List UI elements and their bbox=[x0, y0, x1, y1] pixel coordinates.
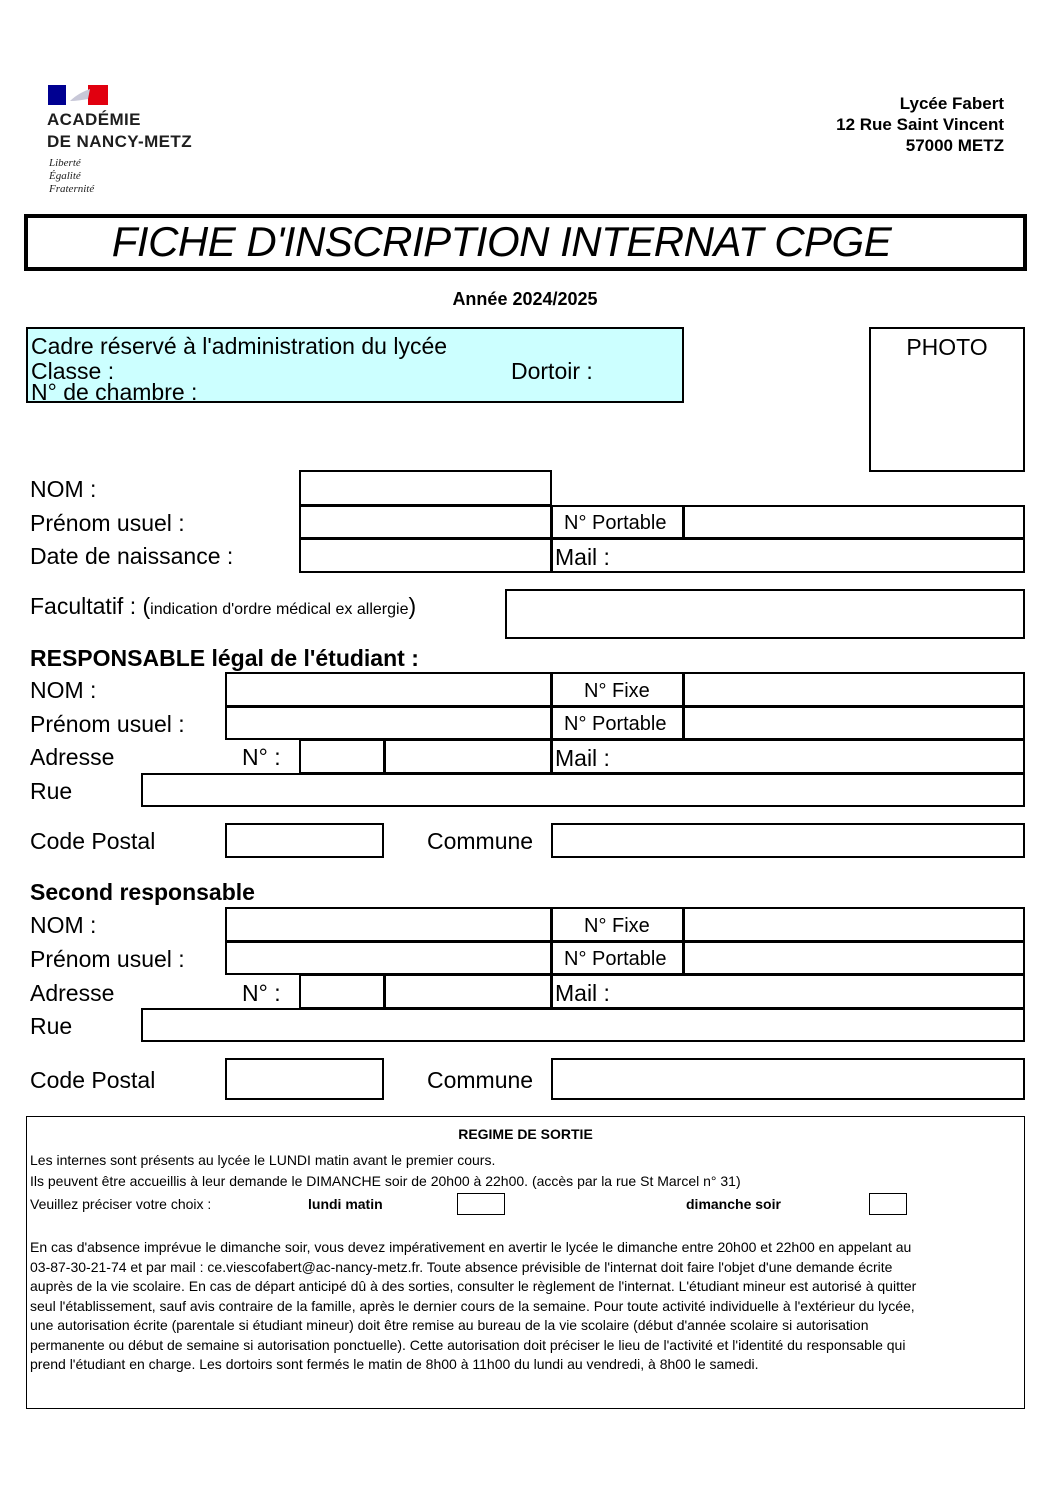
resp2-nom-label: NOM : bbox=[30, 912, 97, 938]
resp1-rue-label: Rue bbox=[30, 778, 73, 804]
resp2-code-postal-label: Code Postal bbox=[30, 1067, 156, 1093]
resp1-commune-label: Commune bbox=[427, 828, 534, 854]
admin-heading: Cadre réservé à l'administration du lycée bbox=[31, 333, 448, 359]
student-prenom-label: Prénom usuel : bbox=[30, 510, 185, 536]
regime-choice-prompt: Veuillez préciser votre choix : bbox=[30, 1196, 212, 1212]
regime-para-line: seul l'établissement, sauf avis contraire de la famille, après le dernier cours de la semaine. Pour toute activité individuelle à l'extérieur du lycée, bbox=[30, 1297, 915, 1314]
school-year: Année 2024/2025 bbox=[452, 289, 598, 309]
regime-para-line: permanente ou début de semaine si autorisation ponctuelle). Cette autorisation doit préciser le lieu de l'activité et l'identité du responsable qui bbox=[30, 1336, 906, 1353]
resp2-rue-label: Rue bbox=[30, 1013, 73, 1039]
resp2-portable-field[interactable] bbox=[683, 941, 1025, 975]
resp1-numero-label: N° : bbox=[242, 744, 281, 770]
student-portable-cell bbox=[551, 505, 684, 539]
responsable2-heading: Second responsable bbox=[30, 879, 255, 905]
resp1-portable-field[interactable] bbox=[683, 706, 1025, 740]
resp1-nom-label: NOM : bbox=[30, 677, 97, 703]
marianne-flag-logo bbox=[48, 85, 108, 105]
resp2-adresse-label: Adresse bbox=[30, 980, 115, 1006]
school-city: 57000 METZ bbox=[905, 136, 1004, 155]
student-nom-label: NOM : bbox=[30, 476, 97, 502]
resp1-prenom-label: Prénom usuel : bbox=[30, 711, 185, 737]
resp2-mail-field[interactable] bbox=[551, 974, 1025, 1009]
facultatif-close: ) bbox=[408, 593, 417, 619]
facultatif-field[interactable] bbox=[505, 589, 1025, 639]
school-street: 12 Rue Saint Vincent bbox=[836, 115, 1004, 134]
resp1-nom-field[interactable] bbox=[225, 672, 552, 707]
regime-line2: Ils peuvent être accueillis à leur demande le DIMANCHE soir de 20h00 à 22h00. (accès par la rue St Marcel n° 31) bbox=[30, 1173, 741, 1189]
lundi-matin-checkbox[interactable] bbox=[457, 1193, 505, 1215]
resp2-mail-label: Mail : bbox=[555, 980, 610, 1006]
school-address bbox=[836, 93, 1004, 156]
resp2-rue-field[interactable] bbox=[141, 1008, 1025, 1042]
resp2-numero-label: N° : bbox=[242, 980, 281, 1006]
resp1-rue-field[interactable] bbox=[141, 773, 1025, 807]
facultatif-small-text: indication d'ordre médical ex allergie bbox=[150, 601, 409, 618]
photo-label: PHOTO bbox=[906, 334, 988, 360]
resp2-fixe-label: N° Fixe bbox=[584, 915, 650, 937]
option-lundi-label: lundi matin bbox=[308, 1196, 383, 1212]
regime-para-line: 03-87-30-21-74 et par mail : ce.viescofabert@ac-nancy-metz.fr. Toute absence prévisible de l'internat doit faire l'objet d'une demande écrite bbox=[30, 1258, 893, 1275]
school-name: Lycée Fabert bbox=[899, 94, 1004, 113]
resp2-numero-extra-field[interactable] bbox=[384, 974, 552, 1009]
student-mail-field[interactable] bbox=[551, 538, 1025, 573]
motto-fraternite: Fraternité bbox=[49, 183, 95, 195]
option-dimanche-label: dimanche soir bbox=[686, 1196, 781, 1212]
resp2-prenom-label: Prénom usuel : bbox=[30, 946, 185, 972]
resp1-portable-label: N° Portable bbox=[564, 713, 667, 735]
admin-chambre-label: N° de chambre : bbox=[31, 379, 198, 405]
responsable1-heading: RESPONSABLE légal de l'étudiant : bbox=[30, 645, 419, 671]
resp2-nom-field[interactable] bbox=[225, 907, 552, 942]
resp1-commune-field[interactable] bbox=[551, 823, 1025, 858]
resp1-numero-extra-field[interactable] bbox=[384, 739, 552, 774]
motto-liberte: Liberté bbox=[49, 157, 81, 169]
resp2-prenom-field[interactable] bbox=[225, 941, 552, 975]
page-title: FICHE D'INSCRIPTION INTERNAT CPGE bbox=[111, 218, 892, 265]
resp1-code-postal-label: Code Postal bbox=[30, 828, 156, 854]
photo-box[interactable] bbox=[869, 327, 1025, 472]
facultatif-label bbox=[30, 595, 416, 618]
resp2-numero-field[interactable] bbox=[299, 974, 385, 1009]
resp2-commune-field[interactable] bbox=[551, 1058, 1025, 1100]
resp1-portable-cell bbox=[551, 706, 684, 740]
resp1-mail-label: Mail : bbox=[555, 745, 610, 771]
student-nom-field[interactable] bbox=[299, 470, 552, 506]
facultatif-text: Facultatif : ( bbox=[30, 593, 151, 619]
regime-heading: REGIME DE SORTIE bbox=[458, 1126, 593, 1142]
admin-reserved-box bbox=[26, 327, 684, 403]
regime-paragraph bbox=[30, 1238, 1025, 1375]
regime-para-line: une autorisation écrite (parentale si étudiant mineur) doit être remise au bureau de la vie scolaire (début d'année scolaire si autorisation bbox=[30, 1317, 869, 1333]
resp1-code-postal-field[interactable] bbox=[225, 823, 384, 858]
resp1-fixe-label: N° Fixe bbox=[584, 680, 650, 702]
resp1-prenom-field[interactable] bbox=[225, 706, 552, 740]
resp2-portable-cell bbox=[551, 941, 684, 975]
resp2-portable-label: N° Portable bbox=[564, 948, 667, 970]
resp1-adresse-label: Adresse bbox=[30, 744, 115, 770]
admin-classe-label: Classe : bbox=[31, 358, 115, 384]
resp1-mail-field[interactable] bbox=[551, 739, 1025, 774]
resp2-fixe-cell bbox=[551, 907, 684, 942]
resp1-fixe-cell bbox=[551, 672, 684, 707]
admin-dortoir-label: Dortoir : bbox=[511, 358, 593, 384]
resp2-fixe-field[interactable] bbox=[683, 907, 1025, 942]
student-naissance-label: Date de naissance : bbox=[30, 543, 234, 569]
regime-para-line: auprès de la vie scolaire. En cas de départ anticipé dû à des sorties, consulter le règlement de l'internat. L'étudiant mineur est autorisé à quitter bbox=[30, 1278, 917, 1294]
resp1-fixe-field[interactable] bbox=[683, 672, 1025, 707]
dimanche-soir-checkbox[interactable] bbox=[869, 1193, 907, 1215]
resp2-code-postal-field[interactable] bbox=[225, 1058, 384, 1100]
academy-name-line1: ACADÉMIE bbox=[47, 110, 141, 129]
student-naissance-field[interactable] bbox=[299, 538, 552, 573]
student-prenom-field[interactable] bbox=[299, 505, 552, 539]
regime-line1: Les internes sont présents au lycée le LUNDI matin avant le premier cours. bbox=[30, 1152, 496, 1168]
regime-para-line: prend l'étudiant en charge. Les dortoirs sont fermés le matin de 8h00 à 11h00 du lundi au vendredi, à 8h00 le samedi. bbox=[30, 1356, 759, 1372]
regime-para-line: En cas d'absence imprévue le dimanche soir, vous devez impérativement en avertir le lycée le dimanche entre 20h00 et 22h00 en appelant au bbox=[30, 1239, 912, 1255]
resp2-commune-label: Commune bbox=[427, 1067, 534, 1093]
motto-egalite: Égalité bbox=[49, 170, 81, 182]
academy-name-line2: DE NANCY-METZ bbox=[47, 132, 192, 151]
student-portable-field[interactable] bbox=[683, 505, 1025, 539]
student-portable-label: N° Portable bbox=[564, 512, 667, 534]
resp1-numero-field[interactable] bbox=[299, 739, 385, 774]
student-mail-label: Mail : bbox=[555, 544, 610, 570]
